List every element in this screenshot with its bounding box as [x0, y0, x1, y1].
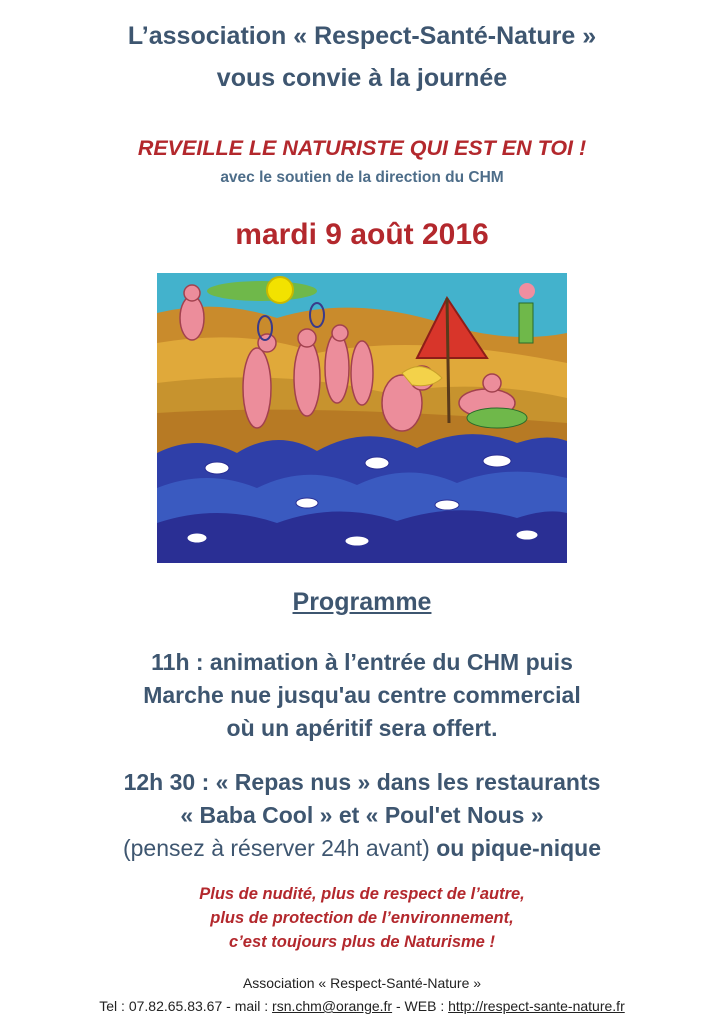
- closing-line: Plus de nudité, plus de respect de l’autre,: [199, 885, 525, 903]
- programme-item-2-line: 12h 30 : « Repas nus » dans les restaurants: [123, 769, 601, 795]
- footer-contact: [0, 998, 724, 1014]
- programme-item-2-line: « Baba Cool » et « Poul'et Nous »: [180, 802, 544, 828]
- mail-label: - mail :: [222, 998, 273, 1014]
- web-label: - WEB :: [392, 998, 449, 1014]
- website-link[interactable]: http://respect-sante-nature.fr: [448, 998, 625, 1014]
- footer-association: Association « Respect-Santé-Nature »: [242, 975, 482, 991]
- closing-message: [0, 882, 724, 954]
- programme-item-2-line: [0, 832, 724, 865]
- invitation-line-1: L’association « Respect-Santé-Nature »: [127, 22, 597, 50]
- invitation-line-2: vous convie à la journée: [216, 64, 508, 92]
- reservation-note: (pensez à réserver 24h avant): [122, 835, 430, 861]
- event-date: mardi 9 août 2016: [235, 218, 489, 251]
- programme-item-1-line: 11h : animation à l’entrée du CHM puis: [151, 649, 573, 675]
- programme-title: Programme: [292, 588, 432, 616]
- beach-painting: [157, 273, 567, 563]
- closing-line: c’est toujours plus de Naturisme !: [229, 933, 495, 951]
- programme-item-1: [0, 646, 724, 745]
- sun-shape: [267, 277, 293, 303]
- email-link[interactable]: rsn.chm@orange.fr: [272, 998, 393, 1014]
- cloud-shape: [207, 281, 317, 301]
- programme-item-2: [0, 766, 724, 865]
- programme-item-1-line: où un apéritif sera offert.: [226, 715, 498, 741]
- closing-line: plus de protection de l’environnement,: [210, 909, 514, 927]
- picnic-option: ou pique-nique: [436, 835, 602, 861]
- event-slogan: REVEILLE LE NATURISTE QUI EST EN TOI !: [137, 136, 587, 160]
- phone-number: Tel : 07.82.65.83.67: [99, 998, 223, 1014]
- support-line: avec le soutien de la direction du CHM: [220, 169, 504, 186]
- programme-item-1-line: Marche nue jusqu'au centre commercial: [143, 682, 581, 708]
